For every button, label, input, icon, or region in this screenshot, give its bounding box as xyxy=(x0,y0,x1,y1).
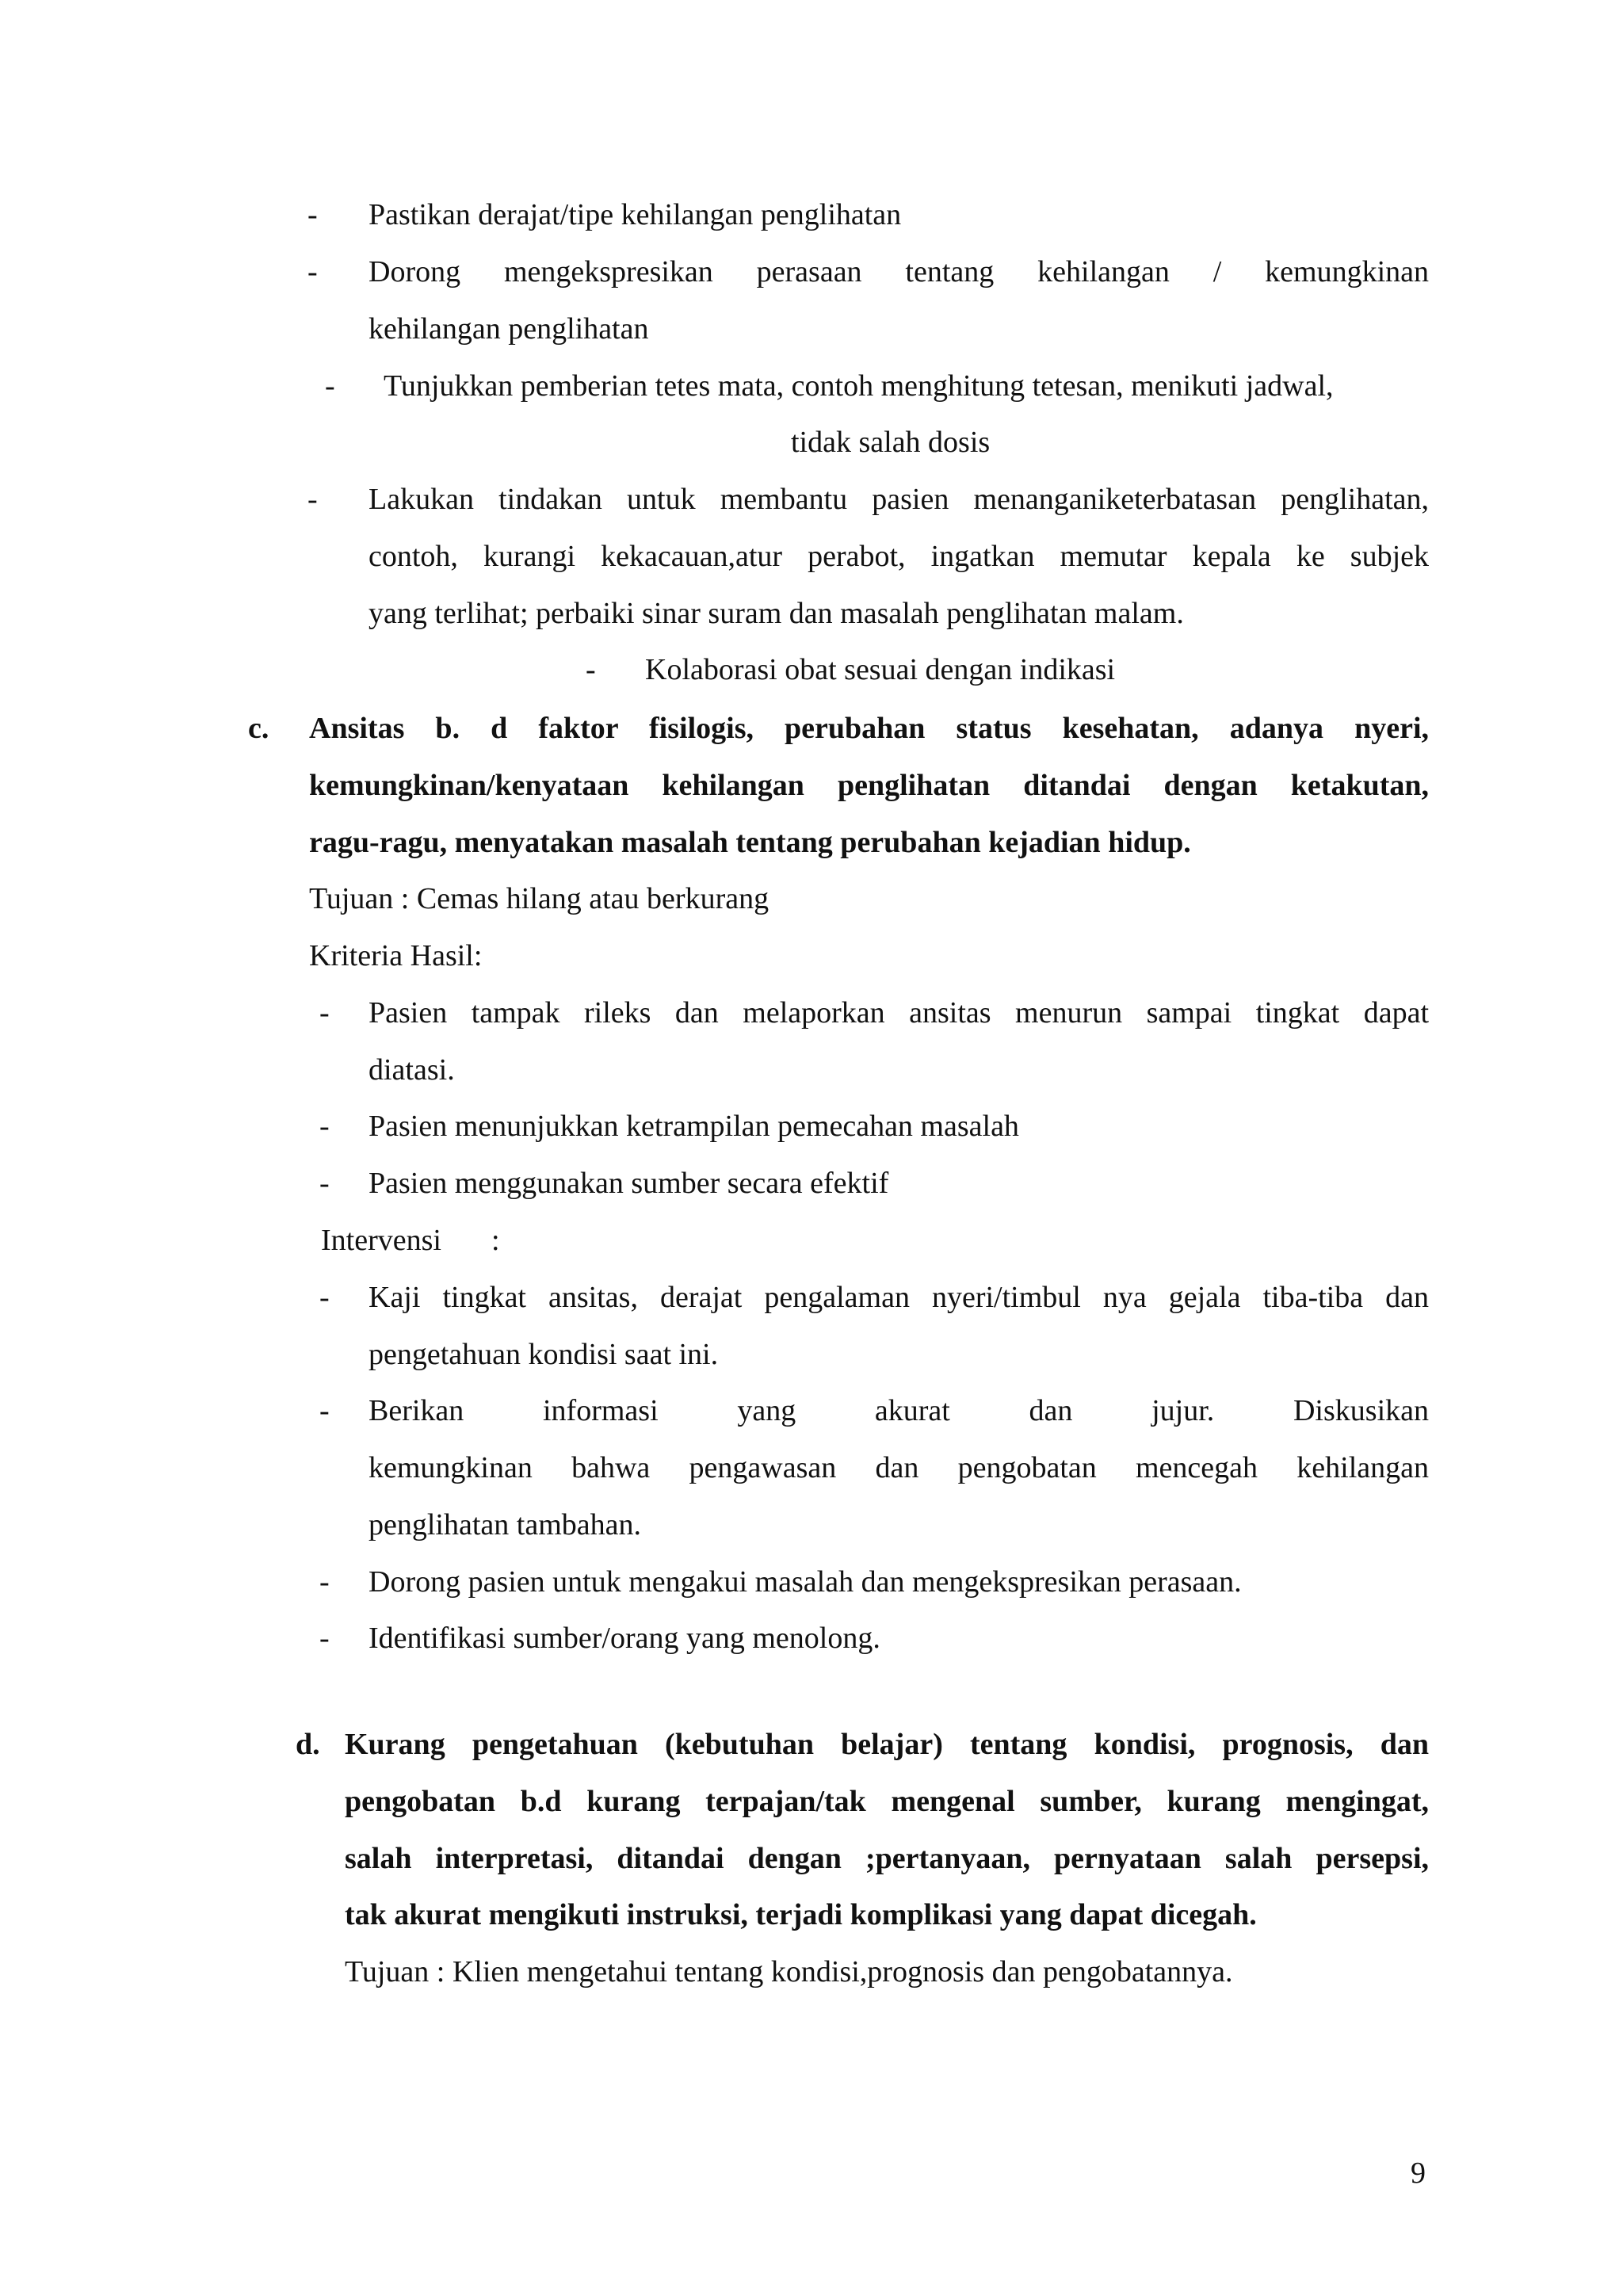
list-item: Kolaborasi obat sesuai dengan indikasi xyxy=(645,653,1116,686)
bullet-dash: - xyxy=(319,996,330,1030)
list-item: Dorong mengekspresikan perasaan tentang kehilangan / kemungkinan xyxy=(369,255,1429,288)
list-item-continuation: kehilangan penglihatan xyxy=(369,312,649,346)
list-item: Pastikan derajat/tipe kehilangan penglihatan xyxy=(369,198,902,231)
bullet-dash: - xyxy=(586,653,596,686)
page-number: 9 xyxy=(1411,2157,1426,2190)
intervention-item-continuation: kemungkinan bahwa pengawasan dan pengobatan mencegah kehilangan xyxy=(369,1451,1429,1484)
bullet-dash: - xyxy=(319,1622,330,1655)
criteria-label: Kriteria Hasil: xyxy=(309,939,483,972)
bullet-dash: - xyxy=(307,483,318,516)
bullet-dash: - xyxy=(319,1110,330,1143)
criteria-item: Pasien tampak rileks dan melaporkan ansitas menurun sampai tingkat dapat xyxy=(369,996,1429,1030)
goal-text: Tujuan : Cemas hilang atau berkurang xyxy=(309,882,769,915)
intervention-item: Dorong pasien untuk mengakui masalah dan mengekspresikan perasaan. xyxy=(369,1565,1242,1599)
criteria-item: Pasien menggunakan sumber secara efektif xyxy=(369,1167,889,1200)
bullet-dash: - xyxy=(319,1565,330,1599)
bullet-dash: - xyxy=(319,1281,330,1314)
intervention-item-continuation: penglihatan tambahan. xyxy=(369,1508,641,1541)
section-heading: Kurang pengetahuan (kebutuhan belajar) tentang kondisi, prognosis, dan xyxy=(345,1728,1429,1761)
list-item: Lakukan tindakan untuk membantu pasien menanganiketerbatasan penglihatan, xyxy=(369,483,1429,516)
intervention-item-continuation: pengetahuan kondisi saat ini. xyxy=(369,1338,719,1371)
section-heading: tak akurat mengikuti instruksi, terjadi komplikasi yang dapat dicegah. xyxy=(345,1898,1257,1931)
criteria-item: Pasien menunjukkan ketrampilan pemecahan masalah xyxy=(369,1110,1019,1143)
bullet-dash: - xyxy=(319,1394,330,1427)
intervention-colon: : xyxy=(491,1224,500,1257)
section-label: c. xyxy=(248,712,269,745)
list-item-continuation: yang terlihat; perbaiki sinar suram dan masalah penglihatan malam. xyxy=(369,597,1184,630)
list-item-continuation: contoh, kurangi kekacauan,atur perabot, ingatkan memutar kepala ke subjek xyxy=(369,540,1429,573)
goal-text: Tujuan : Klien mengetahui tentang kondisi,prognosis dan pengobatannya. xyxy=(345,1955,1233,1988)
intervention-label: Intervensi xyxy=(321,1224,441,1257)
section-heading: Ansitas b. d faktor fisilogis, perubahan status kesehatan, adanya nyeri, xyxy=(309,712,1429,745)
section-heading: salah interpretasi, ditandai dengan ;pertanyaan, pernyataan salah persepsi, xyxy=(345,1842,1429,1875)
section-heading: ragu-ragu, menyatakan masalah tentang perubahan kejadian hidup. xyxy=(309,826,1191,859)
section-label: d. xyxy=(296,1728,320,1761)
section-heading: kemungkinan/kenyataan kehilangan penglihatan ditandai dengan ketakutan, xyxy=(309,769,1429,802)
intervention-item: Identifikasi sumber/orang yang menolong. xyxy=(369,1622,880,1655)
intervention-item: Berikan informasi yang akurat dan jujur. Diskusikan xyxy=(369,1394,1429,1427)
section-heading: pengobatan b.d kurang terpajan/tak mengenal sumber, kurang mengingat, xyxy=(345,1785,1429,1818)
bullet-dash: - xyxy=(325,369,335,403)
bullet-dash: - xyxy=(319,1167,330,1200)
bullet-dash: - xyxy=(307,255,318,288)
bullet-dash: - xyxy=(307,198,318,231)
list-item-continuation: tidak salah dosis xyxy=(791,426,991,459)
list-item: Tunjukkan pemberian tetes mata, contoh menghitung tetesan, menikuti jadwal, xyxy=(384,369,1334,403)
criteria-item-continuation: diatasi. xyxy=(369,1053,455,1087)
intervention-item: Kaji tingkat ansitas, derajat pengalaman nyeri/timbul nya gejala tiba-tiba dan xyxy=(369,1281,1429,1314)
